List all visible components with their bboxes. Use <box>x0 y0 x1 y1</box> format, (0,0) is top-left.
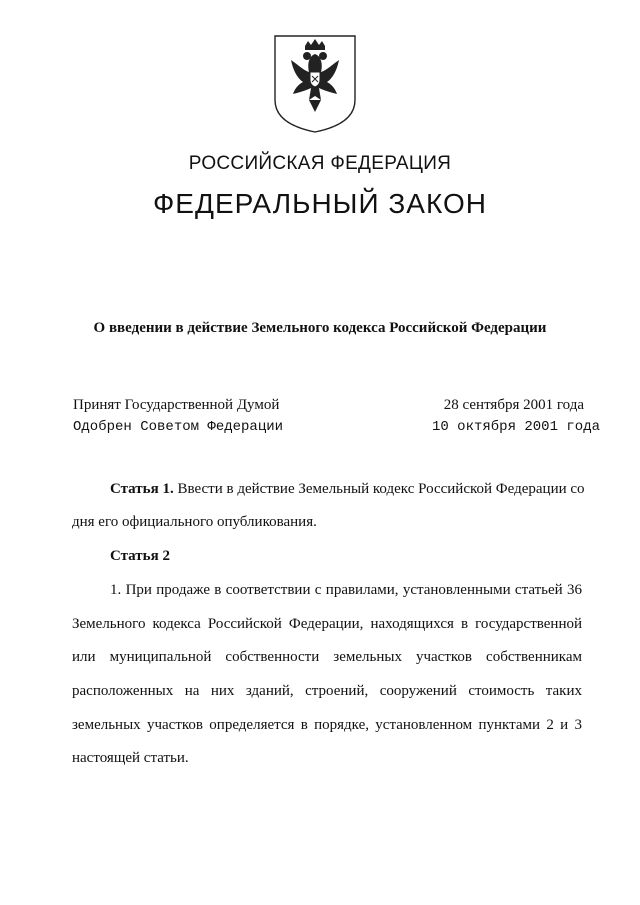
article2-line-5: земельных участков определяется в порядке, установленном пунктами 2 и 3 <box>72 717 582 733</box>
article2-line-4: расположенных на них зданий, строений, сооружений стоимость таких <box>72 683 582 699</box>
article2-line-3: или муниципальной собственности земельных участков собственникам <box>72 649 582 665</box>
article2-heading: Статья 2 <box>110 548 170 564</box>
approved-label: Одобрен Советом Федерации <box>73 419 284 435</box>
law-subject: О введении в действие Земельного кодекса Российской Федерации <box>93 320 547 336</box>
russian-coat-of-arms-icon <box>273 34 357 134</box>
article2-line-6: настоящей статьи. <box>72 750 189 766</box>
article2-line-2: Земельного кодекса Российской Федерации, находящихся в государственной <box>72 616 582 632</box>
article1-second-line: дня его официального опубликования. <box>72 514 317 530</box>
approved-date: 10 октября 2001 года <box>431 419 600 435</box>
country-title: РОССИЙСКАЯ ФЕДЕРАЦИЯ <box>188 153 452 174</box>
adopted-label: Принят Государственной Думой <box>73 397 280 413</box>
law-type-title: ФЕДЕРАЛЬНЫЙ ЗАКОН <box>153 188 487 219</box>
article1-heading: Статья 1. <box>110 481 174 497</box>
article1-text: Ввести в действие Земельный кодекс Российской Федерации со <box>177 481 585 497</box>
adopted-date: 28 сентября 2001 года <box>443 397 584 413</box>
article1-first-line <box>110 481 585 498</box>
article2-line-1: 1. При продаже в соответствии с правилами, установленными статьей 36 <box>110 582 582 598</box>
